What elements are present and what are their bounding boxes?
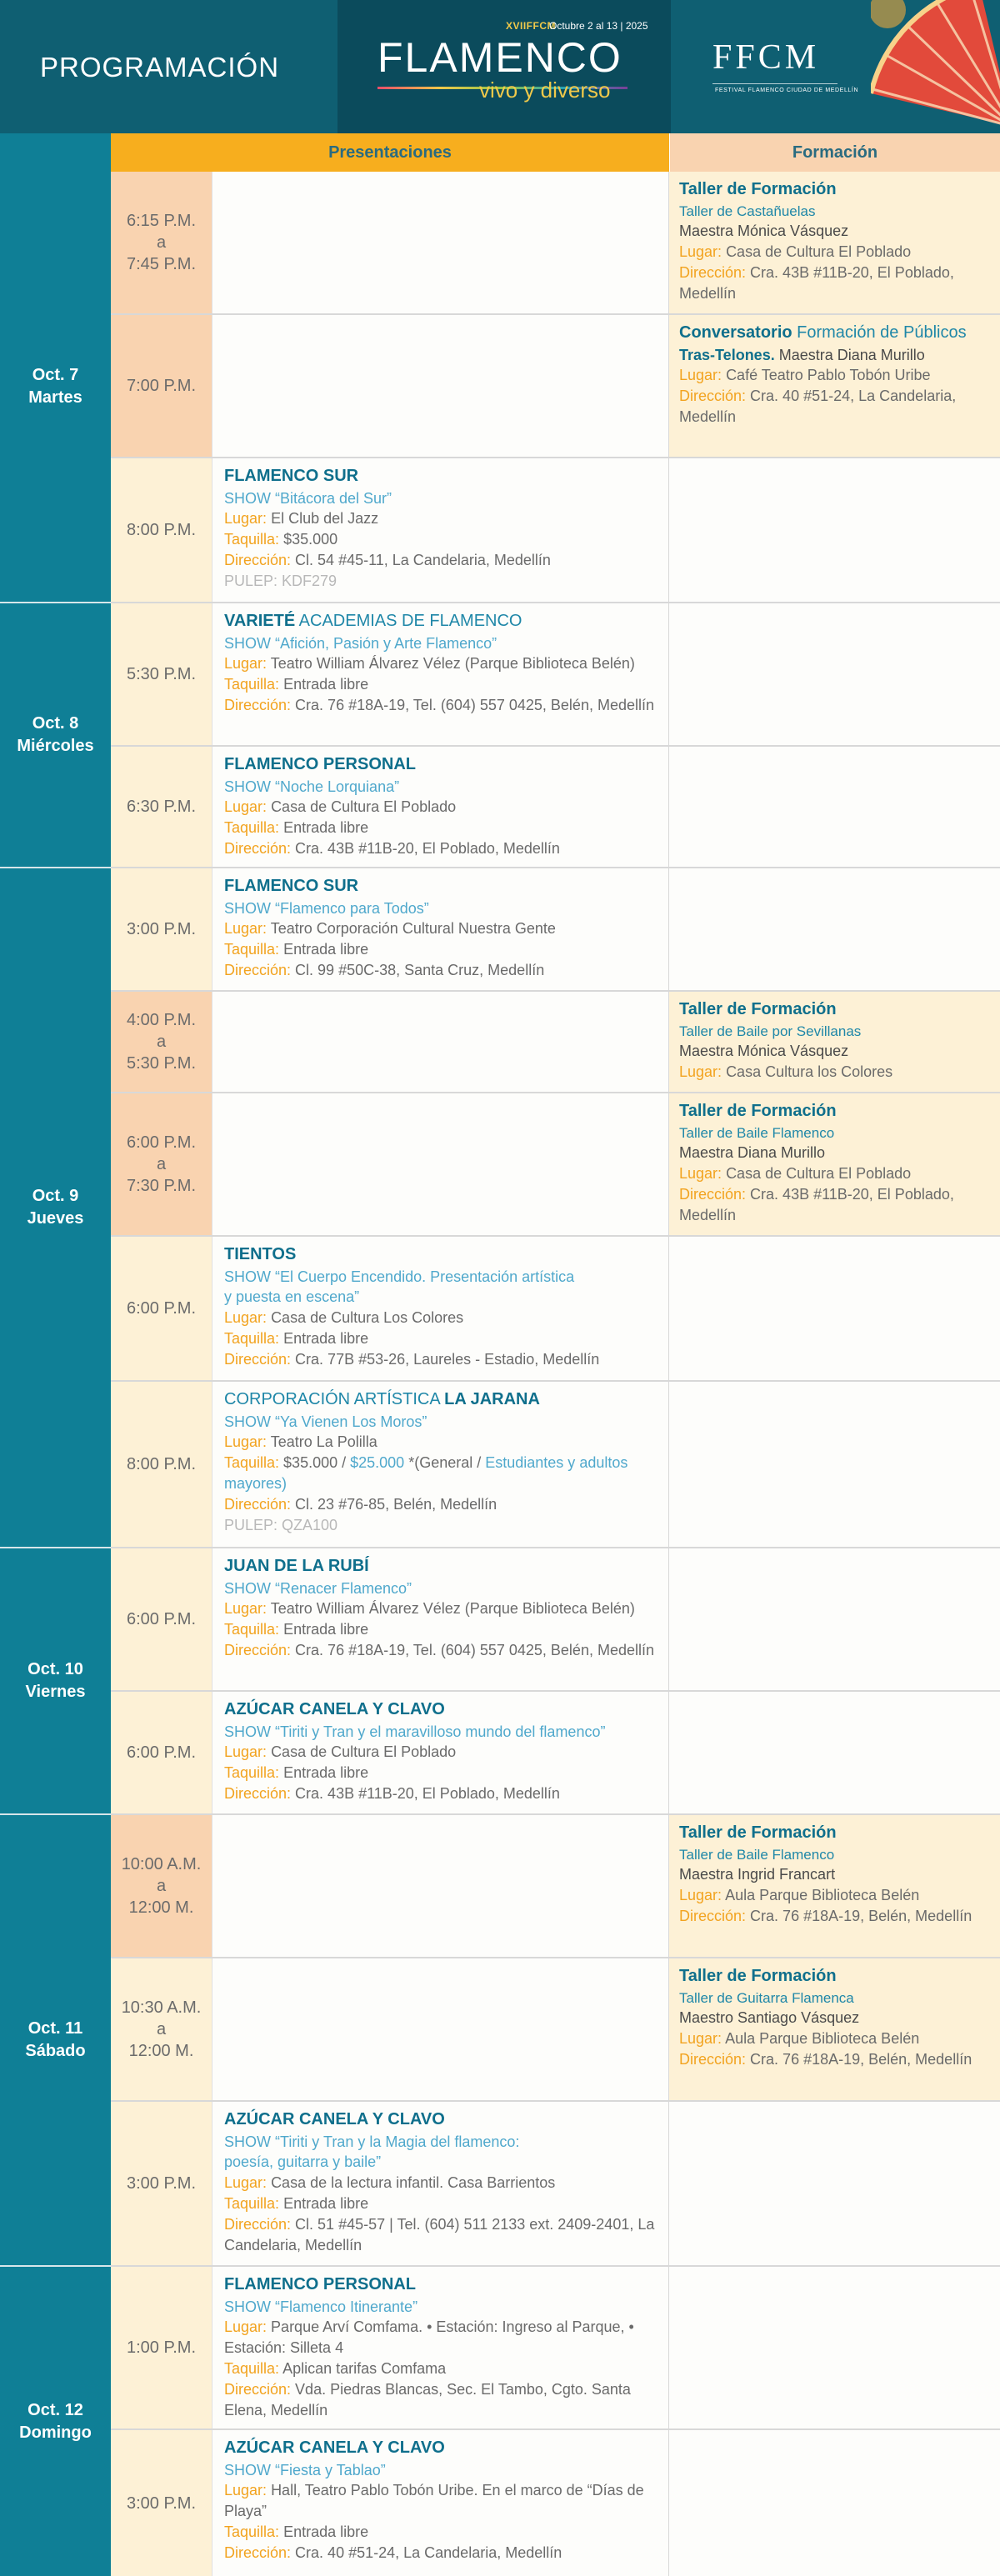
column-header-formacion: Formación: [669, 133, 1000, 172]
time-cell: 3:00 P.M.: [111, 2430, 212, 2576]
schedule-row: [111, 172, 1000, 315]
day-cell: [0, 2267, 111, 2576]
event-title: VARIETÉ: [224, 612, 296, 630]
event-title: Taller de Formación: [679, 180, 837, 198]
day-date: Oct. 9: [32, 1187, 79, 1205]
workshop-name: Taller de Baile Flamenco: [679, 1846, 835, 1863]
schedule-row: [111, 1382, 1000, 1548]
workshop-name: Taller de Baile por Sevillanas: [679, 1023, 862, 1039]
day-cell: [0, 868, 111, 1548]
time-cell: 3:00 P.M.: [111, 2102, 212, 2265]
event-title: FLAMENCO SUR: [224, 467, 359, 485]
workshop-name: Taller de Castañuelas: [679, 203, 816, 219]
formation-cell-empty: [669, 868, 1000, 990]
formation-cell: Taller de Formación Taller de Baile por Sevillanas Maestra Mónica Vásquez Lugar: Casa Cultura los Colores: [669, 992, 1000, 1092]
teacher: Maestro Santiago Vásquez: [679, 2009, 860, 2027]
formation-cell-empty: [669, 747, 1000, 867]
teacher: Maestra Diana Murillo: [679, 1144, 826, 1162]
schedule-row: [111, 1958, 1000, 2102]
event-title: LA JARANA: [444, 1390, 540, 1408]
day-cell: [0, 172, 111, 603]
show-name-cont: poesía, guitarra y baile”: [224, 2153, 382, 2171]
festival-tagline: vivo y diverso: [479, 78, 611, 103]
formation-cell-empty: [669, 603, 1000, 745]
schedule-row: [111, 2430, 1000, 2576]
presentation-cell: AZÚCAR CANELA Y CLAVO SHOW “Tiriti y Tran y el maravilloso mundo del flamenco” Lugar: Casa de Cultura El Poblado Taquilla: Entrada libre Dirección: Cra. 43B #11B-20, El Poblado, Medellín: [212, 1692, 669, 1813]
presentation-cell-empty: [212, 315, 669, 457]
teacher: Maestra Mónica Vásquez: [679, 223, 849, 240]
formation-cell-empty: [669, 2102, 1000, 2265]
day-cell: [0, 1815, 111, 2267]
show-name: SHOW “Bitácora del Sur”: [224, 489, 392, 507]
schedule-row: [111, 1815, 1000, 1958]
presentation-cell-empty: [212, 1093, 669, 1235]
time-cell: 6:30 P.M.: [111, 747, 212, 867]
presentation-cell-empty: [212, 172, 669, 313]
presentation-cell: FLAMENCO SUR SHOW “Flamenco para Todos” Lugar: Teatro Corporación Cultural Nuestra Gente Taquilla: Entrada libre Dirección: Cl. 99 #50C-38, Santa Cruz, Medellín: [212, 868, 669, 990]
day-weekday: Sábado: [25, 2042, 86, 2060]
day-date: Oct. 12: [28, 2400, 83, 2419]
schedule-row: [111, 458, 1000, 603]
time-cell: 6:00 P.M.: [111, 1237, 212, 1380]
formation-cell-empty: [669, 2430, 1000, 2576]
day-weekday: Domingo: [19, 2423, 92, 2442]
fan-icon: [871, 0, 1000, 133]
schedule-row: [111, 747, 1000, 868]
show-name: SHOW “Ya Vienen Los Moros”: [224, 1413, 428, 1430]
pulep-code: PULEP: QZA100: [224, 1516, 338, 1533]
event-title: Taller de Formación: [679, 1823, 837, 1842]
presentation-cell: AZÚCAR CANELA Y CLAVO SHOW “Tiriti y Tran y la Magia del flamenco: poesía, guitarra y baile” Lugar: Casa de la lectura infantil. Casa Barrientos Taquilla: Entrada libre Dirección: Cl. 51 #45-57 | Tel. (604) 511 2133 ext. 2409-2401, La Candelaria, Medellín: [212, 2102, 669, 2265]
formation-cell: Taller de Formación Taller de Baile Flamenco Maestra Diana Murillo Lugar: Casa de Cultura El Poblado Dirección: Cra. 43B #11B-20, El Poblado, Medellín: [669, 1093, 1000, 1235]
event-title: AZÚCAR CANELA Y CLAVO: [224, 1700, 445, 1718]
day-cell: [0, 603, 111, 868]
festival-dates: Octubre 2 al 13 | 2025: [549, 20, 648, 32]
formation-cell: Taller de Formación Taller de Guitarra Flamenca Maestro Santiago Vásquez Lugar: Aula Parque Biblioteca Belén Dirección: Cra. 76 #18A-19, Belén, Medellín: [669, 1958, 1000, 2100]
workshop-name: Taller de Baile Flamenco: [679, 1124, 835, 1141]
day-date: Oct. 7: [32, 366, 79, 384]
formation-cell: Conversatorio Formación de Públicos Tras-Telones. Maestra Diana Murillo Lugar: Café Teatro Pablo Tobón Uribe Dirección: Cra. 40 #51-24, La Candelaria, Medellín: [669, 315, 1000, 457]
festival-edition: XVIIFFCM: [506, 20, 556, 32]
time-cell: 1:00 P.M.: [111, 2267, 212, 2428]
time-cell: 5:30 P.M.: [111, 603, 212, 745]
teacher: Maestra Ingrid Francart: [679, 1866, 836, 1883]
show-name: SHOW “Fiesta y Tablao”: [224, 2461, 386, 2478]
teacher: Maestra Mónica Vásquez: [679, 1043, 849, 1060]
org-logo-divider: [712, 83, 838, 84]
presentation-cell: FLAMENCO PERSONAL SHOW “Noche Lorquiana” Lugar: Casa de Cultura El Poblado Taquilla: Entrada libre Dirección: Cra. 43B #11B-20, El Poblado, Medellín: [212, 747, 669, 867]
schedule-row: [111, 1093, 1000, 1237]
event-title: FLAMENCO PERSONAL: [224, 2275, 416, 2293]
formation-cell-empty: [669, 458, 1000, 602]
event-title: Taller de Formación: [679, 1967, 837, 1985]
day-date: Oct. 11: [28, 2019, 83, 2038]
day-date: Oct. 8: [32, 714, 79, 733]
time-cell: 6:00 P.M.: [111, 1548, 212, 1690]
schedule-row: [111, 315, 1000, 458]
formation-cell-empty: [669, 2267, 1000, 2428]
event-title: TIENTOS: [224, 1245, 297, 1263]
time-cell: 10:00 A.M. a 12:00 M.: [111, 1815, 212, 1957]
page-title: PROGRAMACIÓN: [40, 52, 280, 83]
header-banner: [0, 0, 1000, 133]
formation-cell-empty: [669, 1692, 1000, 1813]
schedule-row: [111, 1237, 1000, 1382]
presentation-cell: FLAMENCO SUR SHOW “Bitácora del Sur” Lugar: El Club del Jazz Taquilla: $35.000 Dirección: Cl. 54 #45-11, La Candelaria, Medellín PULEP: KDF279: [212, 458, 669, 602]
schedule-row: [111, 2102, 1000, 2267]
time-cell: 3:00 P.M.: [111, 868, 212, 990]
org-logo: FFCM: [712, 38, 820, 77]
event-title: AZÚCAR CANELA Y CLAVO: [224, 2438, 445, 2457]
show-name: SHOW “Noche Lorquiana”: [224, 778, 400, 795]
schedule-row: [111, 1692, 1000, 1815]
show-name-cont: y puesta en escena”: [224, 1288, 360, 1306]
day-date: Oct. 10: [28, 1660, 83, 1678]
day-weekday: Jueves: [27, 1209, 84, 1228]
formation-cell-empty: [669, 1382, 1000, 1547]
event-title: JUAN DE LA RUBÍ: [224, 1557, 369, 1575]
time-cell: 8:00 P.M.: [111, 1382, 212, 1547]
show-name: SHOW “Tiriti y Tran y la Magia del flamenco:: [224, 2133, 520, 2150]
presentation-cell: TIENTOS SHOW “El Cuerpo Encendido. Presentación artística y puesta en escena” Lugar: Casa de Cultura Los Colores Taquilla: Entrada libre Dirección: Cra. 77B #53-26, Laureles - Estadio, Medellín: [212, 1237, 669, 1380]
day-weekday: Miércoles: [17, 737, 94, 755]
time-cell: 6:00 P.M.: [111, 1692, 212, 1813]
presentation-cell: JUAN DE LA RUBÍ SHOW “Renacer Flamenco” Lugar: Teatro William Álvarez Vélez (Parque Biblioteca Belén) Taquilla: Entrada libre Dirección: Cra. 76 #18A-19, Tel. (604) 557 0425, Belén, Medellín: [212, 1548, 669, 1690]
show-name: SHOW “Tiriti y Tran y el maravilloso mundo del flamenco”: [224, 1723, 606, 1740]
event-title: Conversatorio: [679, 323, 792, 342]
presentation-cell-empty: [212, 1958, 669, 2100]
column-header-presentaciones: Presentaciones: [111, 133, 669, 172]
event-title: FLAMENCO SUR: [224, 877, 359, 895]
show-name: SHOW “Afición, Pasión y Arte Flamenco”: [224, 634, 498, 652]
show-name: SHOW “El Cuerpo Encendido. Presentación artística: [224, 1268, 575, 1285]
day-weekday: Viernes: [25, 1683, 86, 1701]
show-name: SHOW “Renacer Flamenco”: [224, 1579, 412, 1597]
time-cell: 8:00 P.M.: [111, 458, 212, 602]
schedule-row: [111, 1548, 1000, 1692]
time-cell: 6:15 P.M. a 7:45 P.M.: [111, 172, 212, 313]
schedule-row: [111, 992, 1000, 1093]
schedule-row: [111, 868, 1000, 992]
show-name: SHOW “Flamenco para Todos”: [224, 899, 429, 917]
presentation-cell-empty: [212, 1815, 669, 1957]
event-title: Taller de Formación: [679, 1102, 837, 1120]
presentation-cell: FLAMENCO PERSONAL SHOW “Flamenco Itinerante” Lugar: Parque Arví Comfama. • Estación: Ingreso al Parque, • Estación: Silleta 4 Taquilla: Aplican tarifas Comfama Dirección: Vda. Piedras Blancas, Sec. El Tambo, Cgto. Santa Elena, Medellín: [212, 2267, 669, 2428]
festival-logo-text: FLAMENCO: [378, 34, 622, 81]
time-cell: 10:30 A.M. a 12:00 M.: [111, 1958, 212, 2100]
formation-cell-empty: [669, 1548, 1000, 1690]
schedule-row: [111, 2267, 1000, 2430]
time-cell: 7:00 P.M.: [111, 315, 212, 457]
presentation-cell: AZÚCAR CANELA Y CLAVO SHOW “Fiesta y Tablao” Lugar: Hall, Teatro Pablo Tobón Uribe. En el marco de “Días de Playa” Taquilla: Entrada libre Dirección: Cra. 40 #51-24, La Candelaria, Medellín: [212, 2430, 669, 2576]
event-title: FLAMENCO PERSONAL: [224, 755, 416, 773]
schedule-row: [111, 603, 1000, 747]
time-cell: 6:00 P.M. a 7:30 P.M.: [111, 1093, 212, 1235]
day-cell: [0, 1548, 111, 1815]
presentation-cell-empty: [212, 992, 669, 1092]
time-cell: 4:00 P.M. a 5:30 P.M.: [111, 992, 212, 1092]
presentation-cell: CORPORACIÓN ARTÍSTICA LA JARANA SHOW “Ya Vienen Los Moros” Lugar: Teatro La Polilla Taquilla: $35.000 / $25.000 *(General / Estudiantes y adultos mayores) Dirección: Cl. 23 #76-85, Belén, Medellín PULEP: QZA100: [212, 1382, 669, 1547]
formation-cell: Taller de Formación Taller de Baile Flamenco Maestra Ingrid Francart Lugar: Aula Parque Biblioteca Belén Dirección: Cra. 76 #18A-19, Belén, Medellín: [669, 1815, 1000, 1957]
formation-cell-empty: [669, 1237, 1000, 1380]
event-title: Taller de Formación: [679, 1000, 837, 1018]
festival-logo: [338, 0, 671, 133]
day-weekday: Martes: [28, 388, 82, 407]
formation-cell: Taller de Formación Taller de Castañuelas Maestra Mónica Vásquez Lugar: Casa de Cultura El Poblado Dirección: Cra. 43B #11B-20, El Poblado, Medellín: [669, 172, 1000, 313]
event-title: AZÚCAR CANELA Y CLAVO: [224, 2110, 445, 2128]
show-name: SHOW “Flamenco Itinerante”: [224, 2298, 418, 2315]
org-logo-subtitle: FESTIVAL FLAMENCO CIUDAD DE MEDELLÍN: [715, 88, 859, 93]
presentation-cell: VARIETÉ ACADEMIAS DE FLAMENCO SHOW “Afición, Pasión y Arte Flamenco” Lugar: Teatro William Álvarez Vélez (Parque Biblioteca Belén) Taquilla: Entrada libre Dirección: Cra. 76 #18A-19, Tel. (604) 557 0425, Belén, Medellín: [212, 603, 669, 745]
pulep-code: PULEP: KDF279: [224, 572, 338, 589]
workshop-name: Taller de Guitarra Flamenca: [679, 1989, 854, 2006]
date-column-header: [0, 133, 111, 172]
